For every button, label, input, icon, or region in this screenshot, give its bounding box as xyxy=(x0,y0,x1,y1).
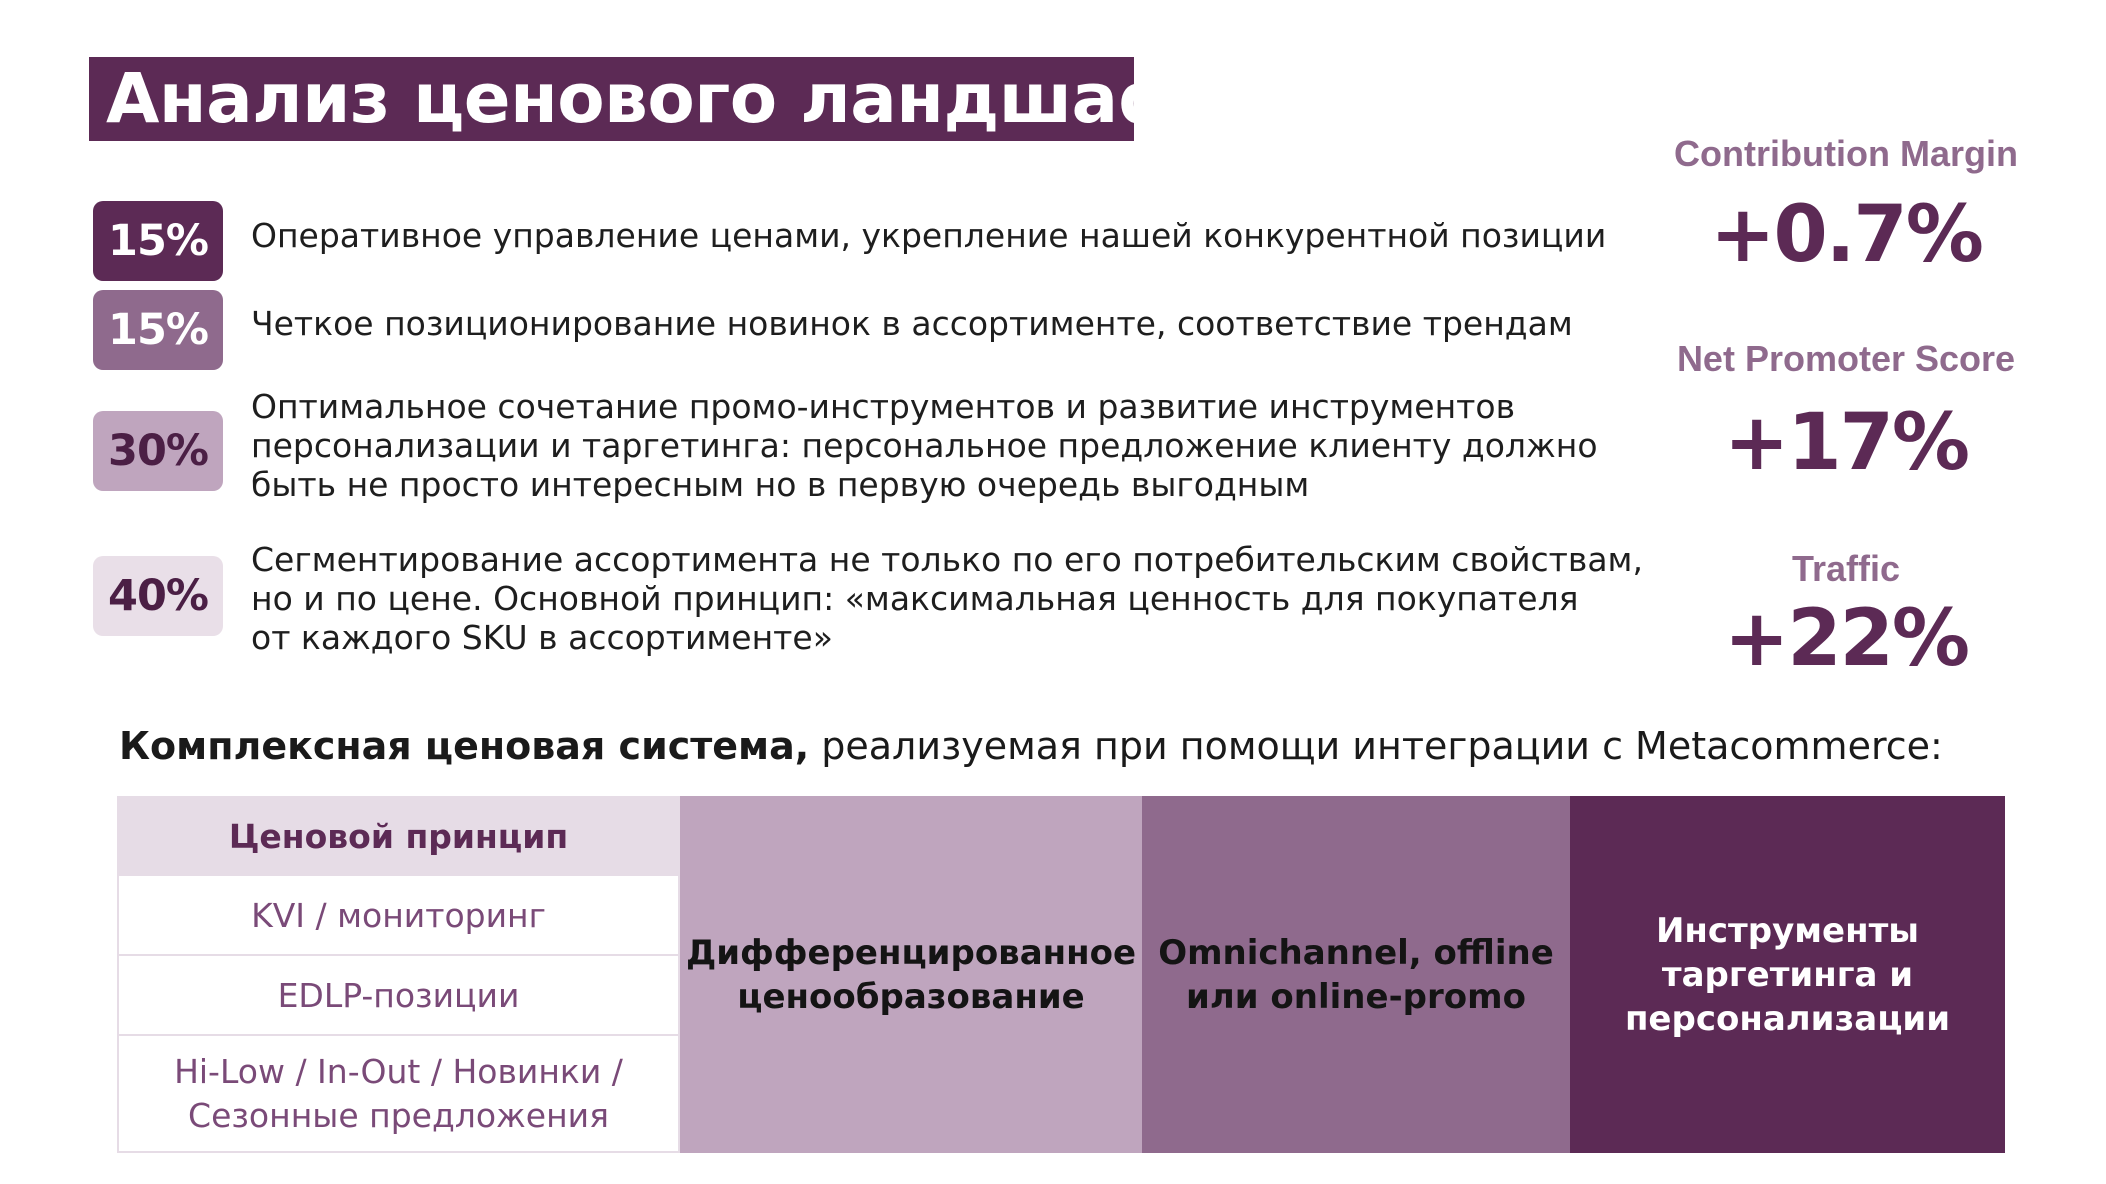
pricing-system-table xyxy=(117,796,2005,1153)
table-header: Ценовой принцип xyxy=(117,796,680,876)
subtitle-regular: реализуемая при помощи интеграции с Metacommerce: xyxy=(809,724,1943,768)
metric-value-contribution-margin: +0.7% xyxy=(1710,190,1982,280)
cell-text: EDLP-позиции xyxy=(277,975,520,1015)
list-item-text xyxy=(251,540,1643,657)
column-targeting-tools xyxy=(1570,796,2005,1153)
title-banner xyxy=(89,57,1272,141)
metric-label-contribution-margin: Contribution Margin xyxy=(1674,133,2018,174)
text-line: персонализации и таргетинга: персональное предложение клиенту должно xyxy=(251,426,1598,465)
table-row xyxy=(117,1036,680,1153)
cell-text: KVI / мониторинг xyxy=(251,895,546,935)
cell-text: персонализации xyxy=(1624,998,1951,1039)
section-subtitle xyxy=(119,724,1943,768)
cell-text: Сезонные предложения xyxy=(188,1095,609,1135)
metric-value-nps: +17% xyxy=(1723,398,1969,488)
text-line: но и по цене. Основной принцип: «максимальная ценность для покупателя xyxy=(251,579,1579,618)
cell-text: таргетинга и xyxy=(1661,954,1914,995)
text-line: Оперативное управление ценами, укрепление нашей конкурентной позиции xyxy=(251,216,1607,255)
list-item-text xyxy=(251,387,1598,504)
percent-badge: 30% xyxy=(93,411,223,491)
text-line: Сегментирование ассортимента не только по его потребительским свойствам, xyxy=(251,540,1643,579)
text-line: Оптимальное сочетание промо-инструментов и развитие инструментов xyxy=(251,387,1516,426)
cell-text: Omnichannel, offline xyxy=(1158,932,1554,973)
text-line: быть не просто интересным но в первую очередь выгодным xyxy=(251,465,1310,504)
text-line: от каждого SKU в ассортименте» xyxy=(251,618,833,657)
cell-text: Инструменты xyxy=(1655,910,1920,951)
metric-label-nps: Net Promoter Score xyxy=(1676,338,2016,379)
table-row xyxy=(117,876,680,956)
list-item-text xyxy=(251,304,1573,343)
cell-text: Дифференцированное xyxy=(685,932,1137,973)
cell-text: Hi-Low / In-Out / Новинки / xyxy=(174,1051,623,1091)
column-differentiated-pricing xyxy=(680,796,1142,1153)
metric-label-traffic: Traffic xyxy=(1791,548,1901,589)
pricing-principle-column xyxy=(117,796,680,1153)
cell-text: или online-promo xyxy=(1186,976,1526,1017)
subtitle-bold: Комплексная ценовая система, xyxy=(119,724,810,768)
cell-text: ценообразование xyxy=(737,976,1085,1017)
percent-badge: 15% xyxy=(93,290,223,370)
percent-badge: 15% xyxy=(93,201,223,281)
metric-value-traffic: +22% xyxy=(1723,594,1969,684)
text-line: Четкое позиционирование новинок в ассортименте, соответствие трендам xyxy=(251,304,1573,343)
column-omnichannel-promo xyxy=(1142,796,1570,1153)
list-item-text xyxy=(251,216,1606,255)
page-title: Анализ ценового ландшафта xyxy=(106,58,1272,139)
percent-badge: 40% xyxy=(93,556,223,636)
table-row xyxy=(117,956,680,1036)
